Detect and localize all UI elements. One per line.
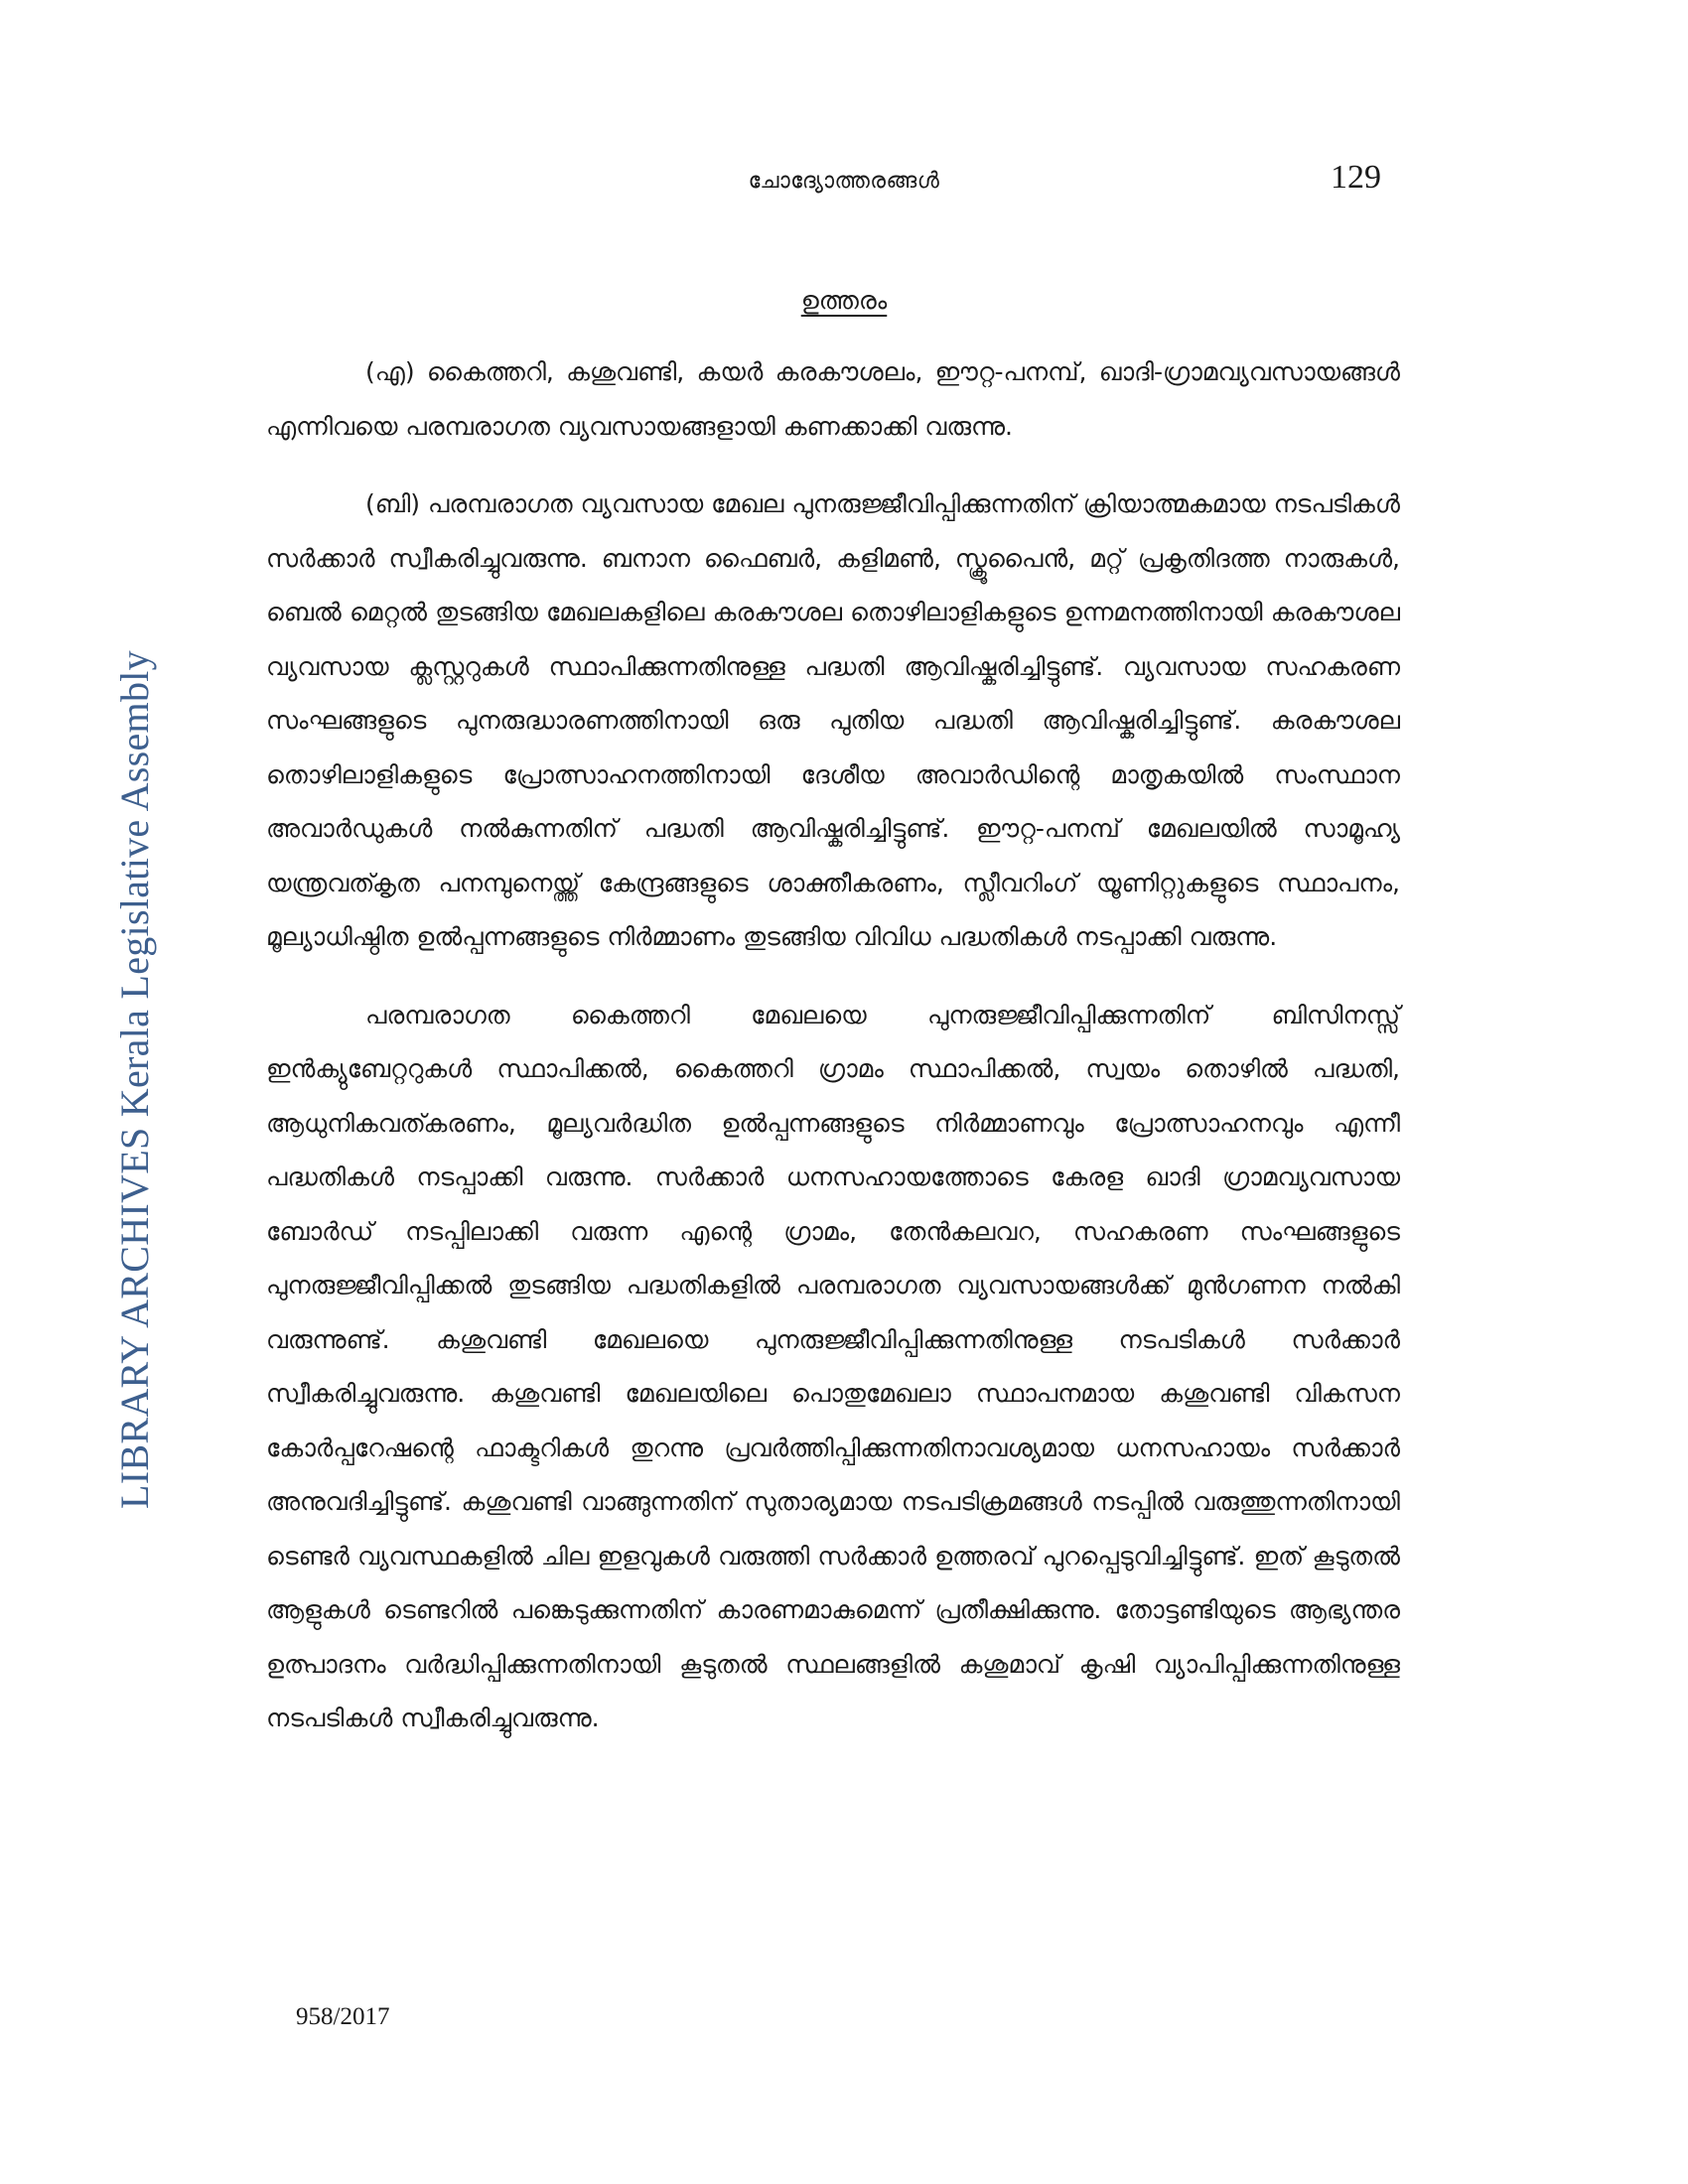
answer-paragraph-c: പരമ്പരാഗത കൈത്തറി മേഖലയെ പുനരുജ്ജീവിപ്പിക്കുന്നതിന് ബിസിനസ്സ് ഇൻക്യുബേറ്ററുകൾ സ്ഥാപിക്കൽ, കൈത്തറി ഗ്രാമം സ്ഥാപിക്കൽ, സ്വയം തൊഴിൽ പദ്ധതി, ആധുനികവത്കരണം, മൂല്യവർദ്ധിത ഉൽപ്പന്നങ്ങളുടെ നിർമ്മാണവും പ്രോത്സാഹനവും എന്നീ പദ്ധതികൾ നടപ്പാക്കി വരുന്നു. സർക്കാർ ധനസഹായത്തോടെ കേരള ഖാദി ഗ്രാമവ്യവസായ ബോർഡ് നടപ്പിലാക്കി വരുന്ന എന്റെ ഗ്രാമം, തേൻകലവറ, സഹകരണ സംഘങ്ങളുടെ പുനരുജ്ജീവിപ്പിക്കൽ തുടങ്ങിയ പദ്ധതികളിൽ പരമ്പരാഗത വ്യവസായങ്ങൾക്ക് മുൻഗണന നൽകി വരുന്നുണ്ട്. കശുവണ്ടി മേഖലയെ പുനരുജ്ജീവിപ്പിക്കുന്നതിനുള്ള നടപടികൾ സർക്കാർ സ്വീകരിച്ചുവരുന്നു. കശുവണ്ടി മേഖലയിലെ പൊതുമേഖലാ സ്ഥാപനമായ കശുവണ്ടി വികസന കോർപ്പറേഷന്റെ ഫാക്ടറികൾ തുറന്നു പ്രവർത്തിപ്പിക്കുന്നതിനാവശ്യമായ ധനസഹായം സർക്കാർ അനുവദിച്ചിട്ടുണ്ട്. കശുവണ്ടി വാങ്ങുന്നതിന് സുതാര്യമായ നടപടിക്രമങ്ങൾ നടപ്പിൽ വരുത്തുന്നതിനായി ടെണ്ടർ വ്യവസ്ഥകളിൽ ചില ഇളവുകൾ വരുത്തി സർക്കാർ ഉത്തരവ് പുറപ്പെടുവിച്ചിട്ടുണ്ട്. ഇത് കൂടുതൽ ആളുകൾ ടെണ്ടറിൽ പങ്കെടുക്കുന്നതിന് കാരണമാകുമെന്ന് പ്രതീക്ഷിക്കുന്നു. തോട്ടണ്ടിയുടെ ആഭ്യന്തര ഉത്പാദനം വർദ്ധിപ്പിക്കുന്നതിനായി കൂടുതൽ സ്ഥലങ്ങളിൽ കശുമാവ് കൃഷി വ്യാപിപ്പിക്കുന്നതിനുള്ള നടപടികൾ സ്വീകരിച്ചുവരുന്നു. bbox=[266, 1000, 1400, 1732]
answer-paragraph-a: (എ) കൈത്തറി, കശുവണ്ടി, കയർ കരകൗശലം, ഈറ്റ-പനമ്പ്, ഖാദി-ഗ്രാമവ്യവസായങ്ങൾ എന്നിവയെ പരമ്പരാഗത വ്യവസായങ്ങളായി കണക്കാക്കി വരുന്നു. bbox=[266, 357, 1400, 441]
answer-body bbox=[266, 345, 1400, 1770]
archive-watermark: LIBRARY ARCHIVES Kerala Legislative Assembly bbox=[112, 650, 157, 1509]
document-code: 958/2017 bbox=[296, 2003, 390, 2030]
section-heading: ഉത്തരം bbox=[800, 286, 888, 315]
answer-paragraph-b: (ബി) പരമ്പരാഗത വ്യവസായ മേഖല പുനരുജ്ജീവിപ്പിക്കുന്നതിന് ക്രിയാത്മകമായ നടപടികൾ സർക്കാർ സ്വീകരിച്ചുവരുന്നു. ബനാന ഫൈബർ, കളിമൺ, സ്ക്രൂപൈൻ, മറ്റ് പ്രകൃതിദത്ത നാരുകൾ, ബെൽ മെറ്റൽ തുടങ്ങിയ മേഖലകളിലെ കരകൗശല തൊഴിലാളികളുടെ ഉന്നമനത്തിനായി കരകൗശല വ്യവസായ ക്ലസ്റ്ററുകൾ സ്ഥാപിക്കുന്നതിനുള്ള പദ്ധതി ആവിഷ്കരിച്ചിട്ടുണ്ട്. വ്യവസായ സഹകരണ സംഘങ്ങളുടെ പുനരുദ്ധാരണത്തിനായി ഒരു പുതിയ പദ്ധതി ആവിഷ്കരിച്ചിട്ടുണ്ട്. കരകൗശല തൊഴിലാളികളുടെ പ്രോത്സാഹനത്തിനായി ദേശീയ അവാർഡിന്റെ മാതൃകയിൽ സംസ്ഥാന അവാർഡുകൾ നൽകുന്നതിന് പദ്ധതി ആവിഷ്കരിച്ചിട്ടുണ്ട്. ഈറ്റ-പനമ്പ് മേഖലയിൽ സാമൂഹ്യ യന്ത്രവത്കൃത പനമ്പുനെയ്ത്ത് കേന്ദ്രങ്ങളുടെ ശാക്തീകരണം, സ്ലീവറിംഗ് യൂണിറ്റുകളുടെ സ്ഥാപനം, മൂല്യാധിഷ്ഠിത ഉൽപ്പന്നങ്ങളുടെ നിർമ്മാണം തുടങ്ങിയ വിവിധ പദ്ധതികൾ നടപ്പാക്കി വരുന്നു. bbox=[266, 489, 1400, 951]
page-number: 129 bbox=[1331, 159, 1381, 196]
running-header-title: ചോദ്യോത്തരങ്ങൾ bbox=[748, 169, 940, 194]
